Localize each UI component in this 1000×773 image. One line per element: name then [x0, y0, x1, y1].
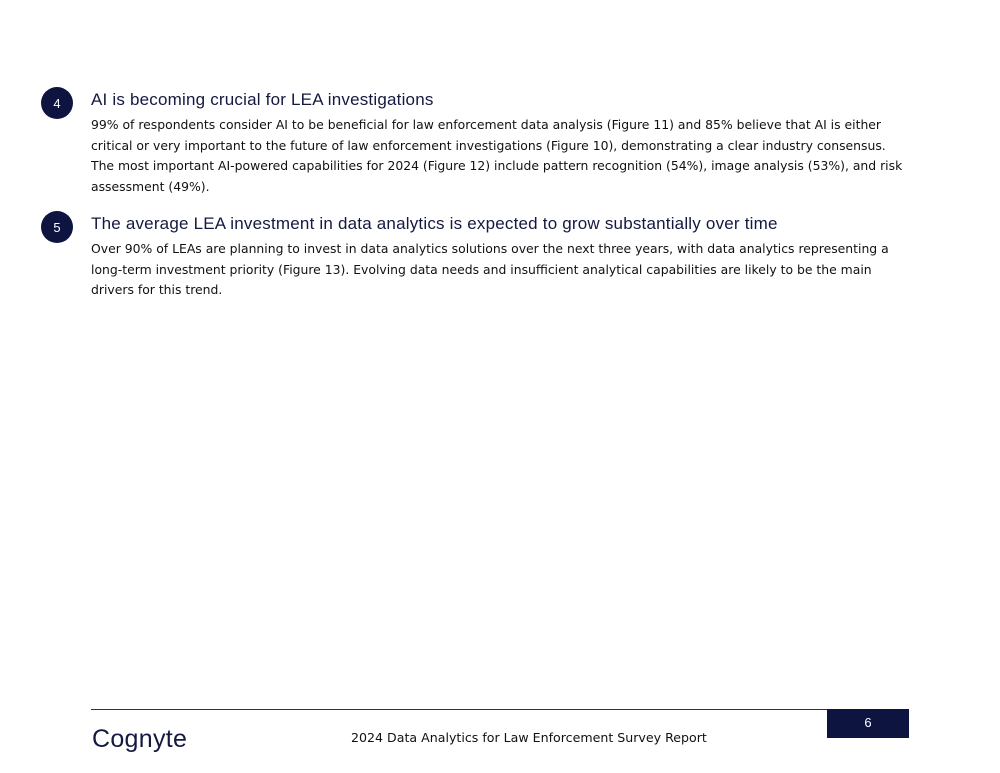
page-number: 6: [827, 709, 909, 738]
cognyte-logo: Cognyte: [92, 725, 188, 753]
section-body: 99% of respondents consider AI to be beneficial for law enforcement data analysis (Figure 11) and 85% believe that AI is either critical or very important to the future of law enforcement investigations (Figure 10), demonstrating a clear industry consensus. The most important AI-powered capabilities for 2024 (Figure 12) include pattern recognition (54%), image analysis (53%), and risk assessment (49%).: [91, 117, 903, 194]
section-body: Over 90% of LEAs are planning to invest in data analytics solutions over the next three years, with data analytics representing a long-term investment priority (Figure 13). Evolving data needs and insufficient analytical capabilities are likely to be the main drivers for this trend.: [91, 241, 889, 297]
number-badge: 4: [41, 87, 73, 119]
footer-divider: [91, 709, 828, 710]
section-heading: The average LEA investment in data analytics is expected to grow substantially over time: [91, 214, 778, 233]
section-heading: AI is becoming crucial for LEA investigations: [91, 90, 434, 109]
number-badge: 5: [41, 211, 73, 243]
footer-report-title: 2024 Data Analytics for Law Enforcement Survey Report: [351, 730, 707, 745]
